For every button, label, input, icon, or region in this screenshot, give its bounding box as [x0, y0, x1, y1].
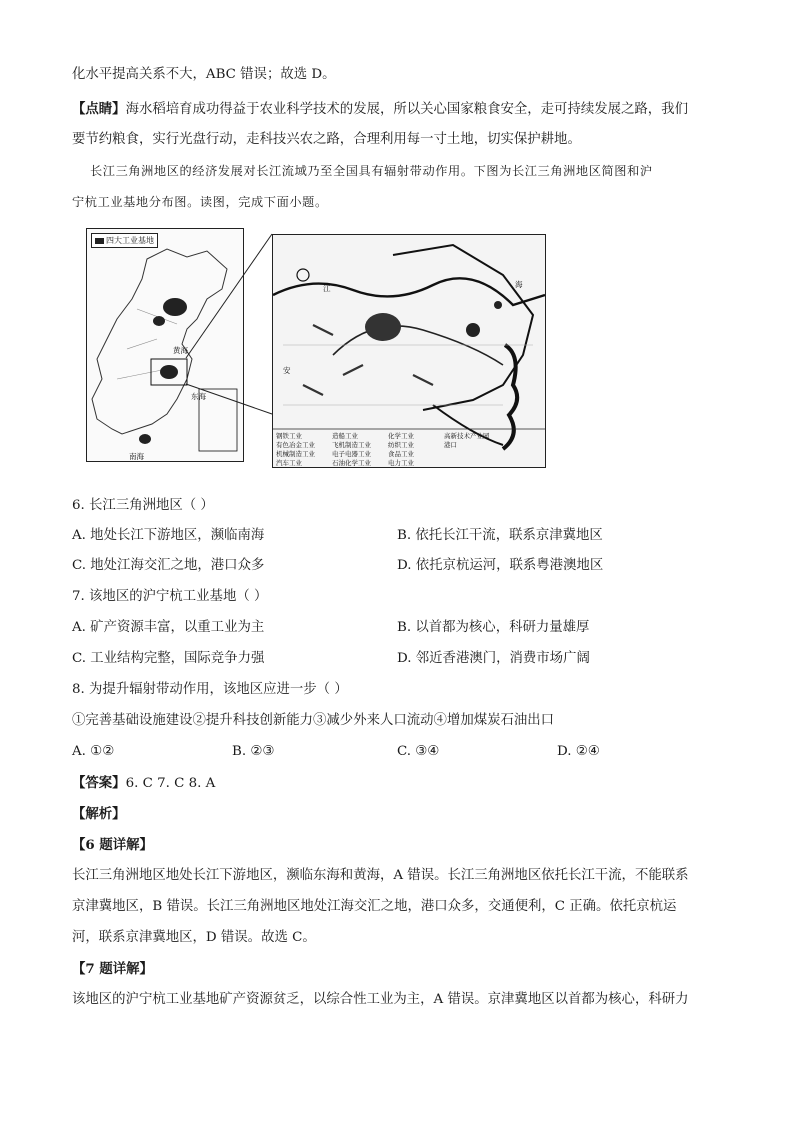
- dianjing-tag: 【点睛】: [72, 101, 126, 117]
- map-legend-row-1: [276, 431, 500, 440]
- q6-option-d[interactable]: D. 依托京杭运河，联系粤港澳地区: [397, 558, 604, 573]
- legend-label: 四大工业基地: [106, 236, 154, 245]
- map-legend-row-3: [276, 449, 444, 458]
- q8-option-c[interactable]: C. ③④: [397, 744, 440, 759]
- stimulus-line-1: 长江三角洲地区的经济发展对长江流域乃至全国具有辐射带动作用。下图为长江三角洲地区简图和沪: [90, 164, 653, 178]
- legend-item: 化学工业: [388, 432, 414, 440]
- q6-detail-line-2: 京津冀地区，B 错误。长江三角洲地区地处江海交汇之地，港口众多，交通便利，C 正确。依托京杭运: [72, 899, 677, 914]
- legend-item: 食品工业: [388, 450, 414, 458]
- q7-option-a[interactable]: A. 矿产资源丰富，以重工业为主: [72, 620, 265, 635]
- question-8-items: ①完善基础设施建设②提升科技创新能力③减少外来人口流动④增加煤炭石油出口: [72, 713, 555, 728]
- label-an: 安: [283, 366, 291, 375]
- q7-option-c[interactable]: C. 工业结构完整，国际竞争力强: [72, 651, 265, 666]
- q7-detail-tag: 【7 题详解】: [72, 961, 153, 977]
- legend-item: 港口: [444, 441, 457, 449]
- legend-item: 有色冶金工业: [276, 441, 315, 449]
- q6-detail-tag: 【6 题详解】: [72, 837, 153, 853]
- label-donghai: 东海: [191, 392, 206, 401]
- legend-item: 石油化学工业: [332, 459, 371, 467]
- label-nanhai: 南海: [129, 452, 144, 461]
- question-8-stem: 8. 为提升辐射带动作用，该地区应进一步（ ）: [72, 682, 348, 697]
- label-huanghai: 黄海: [173, 346, 188, 355]
- stimulus-line-2: 宁杭工业基地分布图。读图，完成下面小题。: [72, 195, 328, 209]
- legend-item: 高新技术产业园: [444, 432, 490, 440]
- question-7-stem: 7. 该地区的沪宁杭工业基地（ ）: [72, 589, 268, 604]
- map-legend-row-2: [276, 440, 500, 449]
- label-jiang: 江: [323, 284, 331, 293]
- label-hai: 海: [515, 280, 523, 289]
- q8-option-a[interactable]: A. ①②: [72, 744, 115, 759]
- legend-item: 飞机制造工业: [332, 441, 371, 449]
- dianjing-text: 海水稻培育成功得益于农业科学技术的发展，所以关心国家粮食安全，走可持续发展之路，我们: [125, 102, 688, 117]
- map-legend-row-4: [276, 458, 444, 467]
- q7-detail-line-1: 该地区的沪宁杭工业基地矿产资源贫乏，以综合性工业为主，A 错误。京津冀地区以首都为核心，科研力: [72, 992, 689, 1007]
- legend-item: 钢铁工业: [276, 432, 302, 440]
- q6-option-a[interactable]: A. 地处长江下游地区，濒临南海: [72, 528, 265, 543]
- legend-item: 造船工业: [332, 432, 358, 440]
- q6-detail-line-1: 长江三角洲地区地处长江下游地区，濒临东海和黄海，A 错误。长江三角洲地区依托长江干流，不能联系: [72, 868, 689, 883]
- answer-value: 6. C 7. C 8. A: [125, 776, 216, 791]
- q7-option-d[interactable]: D. 邻近香港澳门，消费市场广阔: [397, 651, 590, 666]
- intro-line: 化水平提高关系不大，ABC 错误；故选 D。: [72, 67, 336, 82]
- answer-line: [72, 774, 215, 793]
- dianjing-line-1: [72, 100, 688, 119]
- analysis-tag: 【解析】: [72, 806, 126, 822]
- q8-option-d[interactable]: D. ②④: [557, 744, 600, 759]
- q6-option-c[interactable]: C. 地处江海交汇之地，港口众多: [72, 558, 265, 573]
- q6-detail-line-3: 河，联系京津冀地区，D 错误。故选 C。: [72, 930, 316, 945]
- q8-option-b[interactable]: B. ②③: [232, 744, 275, 759]
- q7-option-b[interactable]: B. 以首都为核心，科研力量雄厚: [397, 620, 590, 635]
- legend-item: 电子电器工业: [332, 450, 371, 458]
- yangtze-delta-map-figure: [86, 228, 548, 472]
- dianjing-line-2: 要节约粮食，实行光盘行动，走科技兴农之路，合理利用每一寸土地，切实保护耕地。: [72, 132, 581, 147]
- q6-option-b[interactable]: B. 依托长江干流，联系京津冀地区: [397, 528, 603, 543]
- question-6-stem: 6. 长江三角洲地区（ ）: [72, 498, 214, 513]
- legend-item: 机械制造工业: [276, 450, 315, 458]
- legend-item: 汽车工业: [276, 459, 302, 467]
- answer-tag: 【答案】: [72, 775, 126, 791]
- legend-item: 纺织工业: [388, 441, 414, 449]
- legend-item: 电力工业: [388, 459, 414, 467]
